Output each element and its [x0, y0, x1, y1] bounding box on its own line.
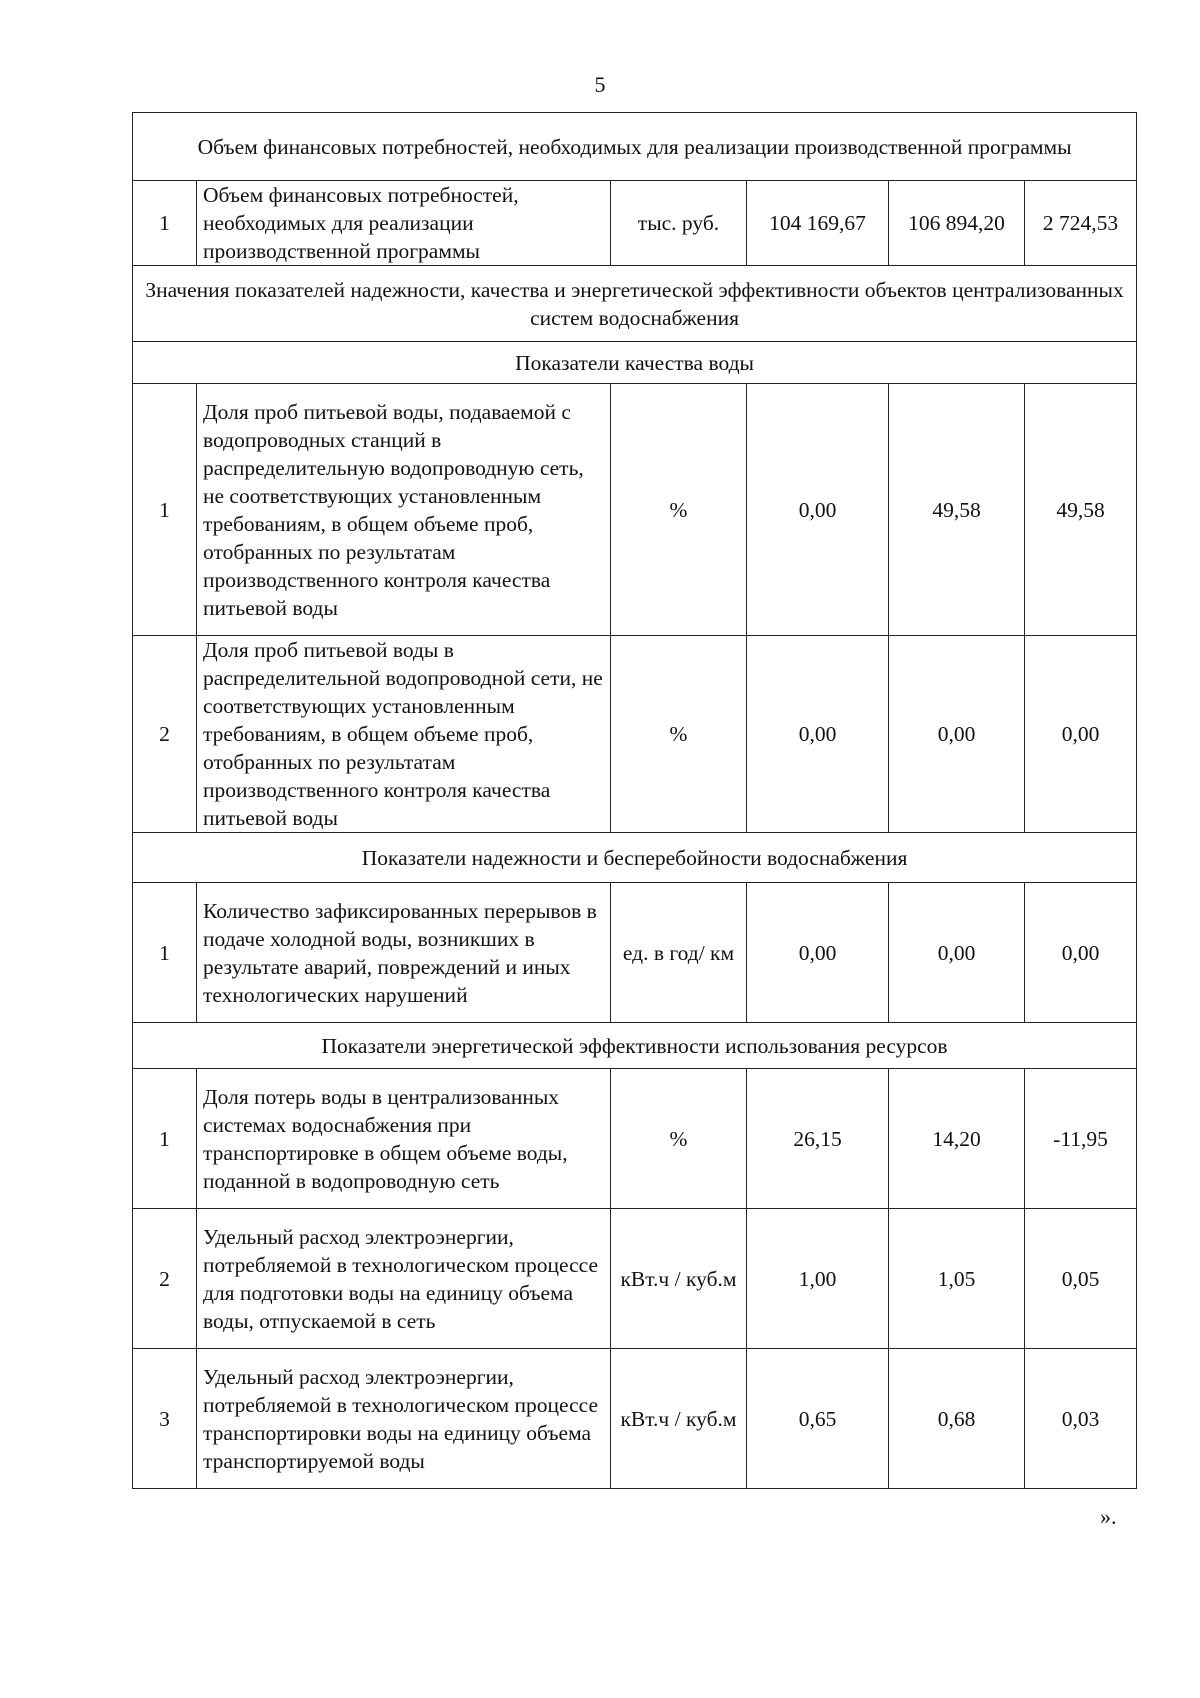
- value-cell-1: 1,00: [747, 1209, 889, 1349]
- table-row: [133, 181, 1137, 266]
- section-title: Показатели энергетической эффективности использования ресурсов: [133, 1023, 1137, 1069]
- value-cell-2: 0,68: [889, 1349, 1025, 1489]
- value-cell-1: 0,00: [747, 384, 889, 636]
- indicator-name: Количество зафиксированных перерывов в подаче холодной воды, возникших в результате аварий, повреждений и иных технологических нарушений: [197, 883, 611, 1023]
- value-cell-2: 0,00: [889, 883, 1025, 1023]
- section-title: Показатели надежности и бесперебойности водоснабжения: [133, 833, 1137, 883]
- unit-cell: %: [611, 1069, 747, 1209]
- section-header-row: [133, 1023, 1137, 1069]
- value-cell-3: -11,95: [1025, 1069, 1137, 1209]
- closing-quote-mark: ».: [1100, 1504, 1117, 1529]
- value-cell-3: 0,05: [1025, 1209, 1137, 1349]
- value-cell-1: 104 169,67: [747, 181, 889, 266]
- table-row: [133, 883, 1137, 1023]
- value-cell-1: 0,00: [747, 636, 889, 833]
- section-title: Показатели качества воды: [133, 342, 1137, 384]
- value-cell-3: 0,03: [1025, 1349, 1137, 1489]
- unit-cell: %: [611, 636, 747, 833]
- section-header-row: [133, 266, 1137, 342]
- unit-cell: %: [611, 384, 747, 636]
- value-cell-2: 0,00: [889, 636, 1025, 833]
- value-cell-1: 0,00: [747, 883, 889, 1023]
- indicator-name: Объем финансовых потребностей, необходимых для реализации производственной программы: [197, 181, 611, 266]
- value-cell-1: 0,65: [747, 1349, 889, 1489]
- row-number: 1: [133, 1069, 197, 1209]
- value-cell-2: 1,05: [889, 1209, 1025, 1349]
- table-row: [133, 384, 1137, 636]
- indicators-table: [132, 112, 1137, 1489]
- value-cell-3: 2 724,53: [1025, 181, 1137, 266]
- unit-cell: ед. в год/ км: [611, 883, 747, 1023]
- table-row: [133, 1209, 1137, 1349]
- unit-cell: кВт.ч / куб.м: [611, 1349, 747, 1489]
- row-number: 2: [133, 1209, 197, 1349]
- table-row: [133, 1069, 1137, 1209]
- indicator-name: Доля потерь воды в централизованных системах водоснабжения при транспортировке в общем объеме воды, поданной в водопроводную сеть: [197, 1069, 611, 1209]
- unit-cell: тыс. руб.: [611, 181, 747, 266]
- row-number: 1: [133, 181, 197, 266]
- value-cell-3: 0,00: [1025, 883, 1137, 1023]
- row-number: 1: [133, 883, 197, 1023]
- section-header-row: [133, 342, 1137, 384]
- value-cell-2: 14,20: [889, 1069, 1025, 1209]
- table-row: [133, 636, 1137, 833]
- value-cell-2: 106 894,20: [889, 181, 1025, 266]
- value-cell-3: 49,58: [1025, 384, 1137, 636]
- section-title: Объем финансовых потребностей, необходимых для реализации производственной программы: [133, 113, 1137, 181]
- indicator-name: Удельный расход электроэнергии, потребляемой в технологическом процессе транспортировки воды на единицу объема транспортируемой воды: [197, 1349, 611, 1489]
- value-cell-3: 0,00: [1025, 636, 1137, 833]
- value-cell-1: 26,15: [747, 1069, 889, 1209]
- indicator-name: Доля проб питьевой воды в распределительной водопроводной сети, не соответствующих установленным требованиям, в общем объеме проб, отобранных по результатам производственного контроля качества питьевой воды: [197, 636, 611, 833]
- indicator-name: Доля проб питьевой воды, подаваемой с водопроводных станций в распределительную водопроводную сеть, не соответствующих установленным требованиям, в общем объеме проб, отобранных по результатам производственного контроля качества питьевой воды: [197, 384, 611, 636]
- indicator-name: Удельный расход электроэнергии, потребляемой в технологическом процессе для подготовки воды на единицу объема воды, отпускаемой в сеть: [197, 1209, 611, 1349]
- section-title: Значения показателей надежности, качества и энергетической эффективности объектов централизованных систем водоснабжения: [133, 266, 1137, 342]
- row-number: 1: [133, 384, 197, 636]
- unit-cell: кВт.ч / куб.м: [611, 1209, 747, 1349]
- section-header-row: [133, 833, 1137, 883]
- section-header-row: [133, 113, 1137, 181]
- page-number: 5: [594, 72, 606, 97]
- value-cell-2: 49,58: [889, 384, 1025, 636]
- row-number: 3: [133, 1349, 197, 1489]
- row-number: 2: [133, 636, 197, 833]
- table-row: [133, 1349, 1137, 1489]
